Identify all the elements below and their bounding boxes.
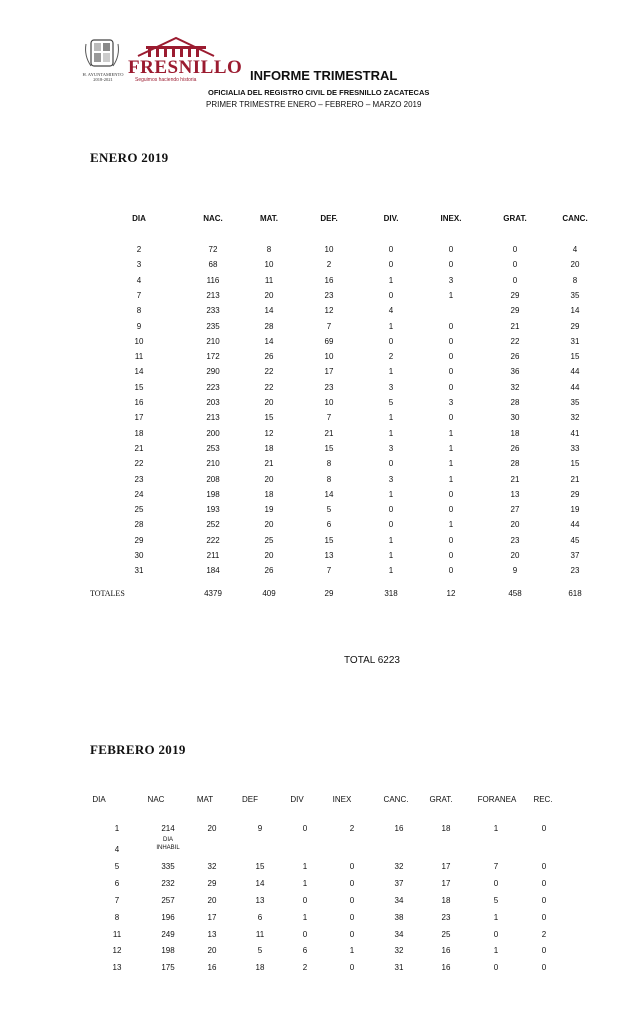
enero-table-cell: 184: [206, 566, 220, 576]
enero-table-cell: 0: [448, 336, 454, 346]
enero-table-cell: 1: [388, 551, 394, 560]
enero-table-cell: 18: [264, 489, 274, 499]
enero-table-cell: 20: [264, 551, 274, 560]
enero-table-cell: 3: [388, 443, 394, 453]
enero-table-cell: 0: [448, 566, 454, 576]
febrero-table-cell: 175: [161, 963, 175, 972]
febrero-table-cell: 257: [161, 896, 175, 905]
enero-table-cell: 30: [134, 551, 144, 560]
enero-table-cell: 4: [572, 245, 578, 254]
febrero-table-cell: 12: [112, 946, 122, 955]
febrero-table-cell: 17: [207, 913, 217, 922]
enero-table-cell: 37: [570, 551, 580, 560]
enero-table-cell: 28: [134, 520, 144, 530]
enero-table-cell: 22: [510, 336, 520, 346]
enero-total-cell: 458: [508, 589, 522, 598]
logo-wordmark: FRESNILLO: [128, 57, 243, 78]
febrero-table-cell: 335: [161, 862, 175, 871]
enero-table-cell: 22: [264, 382, 274, 392]
febrero-table-cell: 32: [394, 946, 404, 955]
febrero-table-cell: 7: [493, 862, 499, 871]
enero-table-cell: 26: [510, 443, 520, 453]
enero-table-cell: 15: [570, 352, 580, 362]
febrero-table-cell: 2: [541, 930, 547, 939]
enero-table-cell: 253: [206, 443, 220, 453]
enero-table-cell: 10: [324, 398, 334, 407]
enero-table-cell: 1: [448, 520, 454, 530]
febrero-table-cell: 0: [302, 824, 308, 833]
enero-table-cell: 8: [266, 245, 272, 254]
enero-table-cell: 0: [512, 245, 518, 254]
febrero-table-cell: 0: [302, 930, 308, 939]
febrero-table-cell: 0: [349, 913, 355, 922]
febrero-table-cell: 249: [161, 930, 175, 939]
enero-table-cell: 0: [448, 260, 454, 270]
enero-table-cell: 44: [570, 367, 580, 377]
enero-table-cell: 22: [264, 367, 274, 377]
enero-table-cell: 213: [206, 290, 220, 300]
enero-table-cell: 1: [448, 443, 454, 453]
enero-table-cell: 31: [134, 566, 144, 576]
enero-table-cell: 1: [388, 428, 394, 438]
enero-table-cell: 0: [448, 413, 454, 423]
febrero-table-cell: 0: [493, 879, 499, 888]
enero-table-cell: 14: [134, 367, 144, 377]
febrero-table-cell: 0: [349, 930, 355, 939]
febrero-table-cell: 8: [114, 913, 120, 922]
enero-table-cell: 3: [448, 398, 454, 407]
enero-table-cell: 21: [264, 459, 274, 469]
enero-table-cell: 5: [388, 398, 394, 407]
enero-table-cell: 222: [206, 535, 220, 545]
enero-table-cell: 20: [264, 520, 274, 530]
enero-table-cell: 18: [510, 428, 520, 438]
enero-table-cell: 17: [324, 367, 334, 377]
febrero-table-cell: 0: [541, 946, 547, 955]
enero-table-cell: 0: [448, 505, 454, 515]
enero-table-cell: 33: [570, 443, 580, 453]
enero-table-cell: 0: [388, 336, 394, 346]
seal-caption: H. AYUNTAMIENTO 2018-2021: [82, 72, 124, 82]
febrero-table-cell: 16: [207, 963, 217, 972]
enero-total-cell: 29: [324, 589, 334, 598]
febrero-table-cell: 2: [302, 963, 308, 972]
enero-table-cell: 26: [264, 566, 274, 576]
enero-table-cell: 29: [570, 321, 580, 331]
enero-table-cell: 11: [134, 352, 144, 362]
enero-table-cell: 2: [326, 260, 332, 270]
febrero-column-header: MAT: [196, 795, 214, 804]
febrero-table-cell: 13: [207, 930, 217, 939]
enero-table-cell: 24: [134, 489, 144, 499]
period-subtitle: PRIMER TRIMESTRE ENERO – FEBRERO – MARZO 2019: [206, 100, 422, 109]
enero-table-cell: 4: [388, 306, 394, 316]
enero-table-cell: 233: [206, 306, 220, 316]
febrero-inhabil-note: DIA INHABIL: [156, 837, 180, 851]
enero-table-cell: 0: [448, 321, 454, 331]
enero-table-cell: 5: [326, 505, 332, 515]
febrero-section-title: FEBRERO 2019: [90, 742, 186, 757]
enero-table-cell: 116: [206, 275, 220, 285]
enero-table-cell: 15: [324, 535, 334, 545]
enero-table-cell: 2: [136, 245, 142, 254]
enero-table-cell: 1: [388, 321, 394, 331]
febrero-table-cell: 0: [349, 862, 355, 871]
enero-table-cell: 9: [512, 566, 518, 576]
enero-table-cell: 1: [448, 474, 454, 484]
enero-table-cell: 3: [388, 382, 394, 392]
enero-table-cell: 23: [134, 474, 144, 484]
enero-grand-total: TOTAL 6223: [344, 655, 400, 666]
enero-table-cell: 211: [206, 551, 220, 560]
enero-total-cell: 618: [568, 589, 582, 598]
enero-table-cell: 26: [510, 352, 520, 362]
enero-table-cell: 20: [264, 474, 274, 484]
febrero-column-header: FORANEA: [477, 795, 517, 804]
enero-table-cell: 32: [510, 382, 520, 392]
febrero-table-cell: 20: [207, 946, 217, 955]
enero-totals-label: TOTALES: [90, 589, 125, 598]
enero-table-cell: 18: [134, 428, 144, 438]
enero-table-cell: 1: [388, 566, 394, 576]
enero-table-cell: 45: [570, 535, 580, 545]
enero-table-cell: 12: [324, 306, 334, 316]
enero-table-cell: 14: [264, 306, 274, 316]
enero-table-cell: 3: [448, 275, 454, 285]
enero-table-cell: 172: [206, 352, 220, 362]
febrero-table-cell: 25: [441, 930, 451, 939]
febrero-table-cell: 23: [441, 913, 451, 922]
enero-column-header: NAC.: [203, 214, 223, 223]
enero-table-cell: 29: [134, 535, 144, 545]
enero-table-cell: 30: [510, 413, 520, 423]
enero-table-cell: 0: [388, 260, 394, 270]
enero-table-cell: 14: [324, 489, 334, 499]
febrero-column-header: INEX: [332, 795, 352, 804]
enero-table-cell: 28: [510, 398, 520, 407]
enero-table-cell: 1: [448, 428, 454, 438]
enero-table-cell: 44: [570, 520, 580, 530]
febrero-column-header: GRAT.: [429, 795, 453, 804]
enero-table-cell: 8: [572, 275, 578, 285]
enero-column-header: CANC.: [562, 214, 588, 223]
enero-table-cell: 27: [510, 505, 520, 515]
enero-table-cell: 28: [264, 321, 274, 331]
enero-table-cell: 20: [570, 260, 580, 270]
enero-table-cell: 23: [570, 566, 580, 576]
febrero-table-cell: 7: [114, 896, 120, 905]
enero-table-cell: 29: [510, 290, 520, 300]
enero-table-cell: 44: [570, 382, 580, 392]
enero-table-cell: 210: [206, 459, 220, 469]
febrero-table-cell: 32: [207, 862, 217, 871]
febrero-table-cell: 29: [207, 879, 217, 888]
enero-table-cell: 3: [136, 260, 142, 270]
enero-table-cell: 0: [388, 505, 394, 515]
febrero-table-cell: 198: [161, 946, 175, 955]
enero-table-cell: 15: [570, 459, 580, 469]
febrero-table-cell: 0: [349, 879, 355, 888]
enero-table-cell: 1: [388, 367, 394, 377]
febrero-table-cell: 1: [302, 862, 308, 871]
enero-table-cell: 22: [134, 459, 144, 469]
febrero-table-cell: 20: [207, 896, 217, 905]
febrero-table-cell: 1: [493, 913, 499, 922]
febrero-table-cell: 18: [441, 896, 451, 905]
enero-table-cell: 16: [324, 275, 334, 285]
enero-table-cell: 0: [388, 459, 394, 469]
enero-table-cell: 6: [326, 520, 332, 530]
enero-table-cell: 2: [388, 352, 394, 362]
febrero-table-cell: 18: [255, 963, 265, 972]
enero-table-cell: 8: [136, 306, 142, 316]
enero-table-cell: 21: [324, 428, 334, 438]
febrero-table-cell: 0: [302, 896, 308, 905]
enero-table-cell: 0: [448, 551, 454, 560]
enero-table-cell: 10: [324, 352, 334, 362]
enero-table-cell: 11: [264, 275, 274, 285]
enero-table-cell: 7: [326, 413, 332, 423]
enero-table-cell: 20: [510, 551, 520, 560]
enero-table-cell: 21: [134, 443, 144, 453]
office-subtitle: OFICIALIA DEL REGISTRO CIVIL DE FRESNILLO ZACATECAS: [208, 88, 430, 97]
enero-table-cell: 35: [570, 398, 580, 407]
enero-table-cell: 7: [326, 321, 332, 331]
enero-table-cell: 1: [388, 535, 394, 545]
febrero-table-cell: 34: [394, 930, 404, 939]
febrero-table-cell: 0: [493, 963, 499, 972]
enero-table-cell: 19: [264, 505, 274, 515]
febrero-column-header: DEF: [242, 795, 258, 804]
enero-table-cell: 0: [388, 520, 394, 530]
enero-column-header: DIV.: [383, 214, 399, 223]
enero-table-cell: 200: [206, 428, 220, 438]
enero-table-cell: 15: [134, 382, 144, 392]
report-title: INFORME TRIMESTRAL: [250, 68, 398, 83]
enero-table-cell: 213: [206, 413, 220, 423]
febrero-table-cell: 1: [302, 913, 308, 922]
febrero-column-header: NAC: [147, 795, 165, 804]
enero-table-cell: 0: [448, 535, 454, 545]
enero-table-cell: 7: [136, 290, 142, 300]
febrero-table-cell: 196: [161, 913, 175, 922]
enero-table-cell: 72: [208, 245, 218, 254]
febrero-table-cell: 32: [394, 862, 404, 871]
enero-table-cell: 0: [448, 489, 454, 499]
febrero-column-header: DIV: [290, 795, 304, 804]
enero-table-cell: 252: [206, 520, 220, 530]
logo-slogan: Seguimos haciendo historia: [135, 77, 197, 83]
febrero-table-cell: 214: [161, 824, 175, 833]
febrero-table-cell: 0: [541, 824, 547, 833]
enero-table-cell: 32: [570, 413, 580, 423]
febrero-table-cell: 9: [257, 824, 263, 833]
enero-table-cell: 14: [264, 336, 274, 346]
enero-table-cell: 4: [136, 275, 142, 285]
febrero-table-cell: 6: [302, 946, 308, 955]
enero-table-cell: 25: [264, 535, 274, 545]
febrero-table-cell: 0: [541, 862, 547, 871]
febrero-table-cell: 4: [114, 845, 120, 854]
enero-table-cell: 21: [510, 474, 520, 484]
febrero-table-cell: 0: [493, 930, 499, 939]
enero-column-header: DEF.: [320, 214, 338, 223]
enero-table-cell: 1: [388, 489, 394, 499]
enero-column-header: MAT.: [259, 214, 279, 223]
febrero-table-cell: 2: [349, 824, 355, 833]
enero-table-cell: 1: [388, 275, 394, 285]
febrero-table-cell: 13: [255, 896, 265, 905]
enero-table-cell: 21: [510, 321, 520, 331]
febrero-table-cell: 5: [493, 896, 499, 905]
enero-table-cell: 208: [206, 474, 220, 484]
enero-table-cell: 0: [512, 260, 518, 270]
febrero-table-cell: 0: [541, 879, 547, 888]
febrero-table-cell: 232: [161, 879, 175, 888]
enero-column-header: GRAT.: [503, 214, 527, 223]
enero-total-cell: 318: [384, 589, 398, 598]
enero-column-header: DIA: [132, 214, 146, 223]
enero-table-cell: 210: [206, 336, 220, 346]
enero-table-cell: 21: [570, 474, 580, 484]
enero-table-cell: 16: [134, 398, 144, 407]
febrero-table-cell: 13: [112, 963, 122, 972]
febrero-table-cell: 38: [394, 913, 404, 922]
febrero-table-cell: 16: [394, 824, 404, 833]
febrero-table-cell: 37: [394, 879, 404, 888]
febrero-table-cell: 11: [112, 930, 122, 939]
febrero-table-cell: 5: [257, 946, 263, 955]
enero-table-cell: 26: [264, 352, 274, 362]
enero-table-cell: 23: [324, 290, 334, 300]
enero-table-cell: 29: [510, 306, 520, 316]
enero-total-cell: 409: [262, 589, 276, 598]
enero-table-cell: 0: [388, 245, 394, 254]
enero-table-cell: 0: [448, 245, 454, 254]
enero-table-cell: 7: [326, 566, 332, 576]
enero-table-cell: 203: [206, 398, 220, 407]
enero-table-cell: 223: [206, 382, 220, 392]
enero-table-cell: 29: [570, 489, 580, 499]
enero-table-cell: 13: [510, 489, 520, 499]
febrero-table-cell: 15: [255, 862, 265, 871]
febrero-table-cell: 6: [114, 879, 120, 888]
febrero-table-cell: 0: [541, 913, 547, 922]
febrero-table-cell: 0: [349, 896, 355, 905]
febrero-table-cell: 0: [541, 896, 547, 905]
febrero-table-cell: 1: [302, 879, 308, 888]
enero-table-cell: 193: [206, 505, 220, 515]
enero-table-cell: 23: [510, 535, 520, 545]
febrero-table-cell: 0: [349, 963, 355, 972]
enero-table-cell: 290: [206, 367, 220, 377]
febrero-column-header: CANC.: [383, 795, 409, 804]
enero-table-cell: 0: [448, 367, 454, 377]
febrero-table-cell: 6: [257, 913, 263, 922]
enero-table-cell: 0: [448, 382, 454, 392]
enero-table-cell: 25: [134, 505, 144, 515]
febrero-column-header: REC.: [533, 795, 553, 804]
enero-table-cell: 1: [388, 413, 394, 423]
febrero-table-cell: 0: [541, 963, 547, 972]
enero-table-cell: 28: [510, 459, 520, 469]
enero-total-cell: 4379: [204, 589, 222, 598]
febrero-table-cell: 1: [493, 824, 499, 833]
febrero-table-cell: 18: [441, 824, 451, 833]
enero-table-cell: 13: [324, 551, 334, 560]
enero-table-cell: 20: [264, 398, 274, 407]
enero-table-cell: 0: [448, 352, 454, 362]
enero-table-cell: 0: [388, 290, 394, 300]
febrero-table-cell: 11: [255, 930, 265, 939]
enero-table-cell: 1: [448, 290, 454, 300]
enero-table-cell: 235: [206, 321, 220, 331]
enero-table-cell: 10: [134, 336, 144, 346]
coat-of-arms-seal: [83, 38, 121, 72]
enero-table-cell: 12: [264, 428, 274, 438]
febrero-table-cell: 20: [207, 824, 217, 833]
febrero-table-cell: 14: [255, 879, 265, 888]
enero-table-cell: 35: [570, 290, 580, 300]
enero-table-cell: 17: [134, 413, 144, 423]
enero-table-cell: 31: [570, 336, 580, 346]
enero-section-title: ENERO 2019: [90, 150, 169, 165]
enero-table-cell: 18: [264, 443, 274, 453]
enero-table-cell: 8: [326, 474, 332, 484]
enero-table-cell: 0: [512, 275, 518, 285]
febrero-table-cell: 16: [441, 946, 451, 955]
febrero-table-cell: 17: [441, 862, 451, 871]
enero-table-cell: 69: [324, 336, 334, 346]
enero-total-cell: 12: [446, 589, 456, 598]
enero-table-cell: 3: [388, 474, 394, 484]
enero-table-cell: 10: [264, 260, 274, 270]
febrero-table-cell: 1: [493, 946, 499, 955]
enero-table-cell: 9: [136, 321, 142, 331]
enero-table-cell: 15: [264, 413, 274, 423]
enero-table-cell: 68: [208, 260, 218, 270]
febrero-table-cell: 1: [114, 824, 120, 833]
enero-table-cell: 19: [570, 505, 580, 515]
febrero-column-header: DIA: [92, 795, 106, 804]
enero-table-cell: 15: [324, 443, 334, 453]
enero-table-cell: 10: [324, 245, 334, 254]
enero-table-cell: 23: [324, 382, 334, 392]
febrero-table-cell: 1: [349, 946, 355, 955]
enero-table-cell: 1: [448, 459, 454, 469]
febrero-table-cell: 5: [114, 862, 120, 871]
febrero-table-cell: 31: [394, 963, 404, 972]
enero-table-cell: 8: [326, 459, 332, 469]
enero-column-header: INEX.: [440, 214, 462, 223]
febrero-table-cell: 17: [441, 879, 451, 888]
enero-table-cell: 14: [570, 306, 580, 316]
febrero-table-cell: 16: [441, 963, 451, 972]
enero-table-cell: 36: [510, 367, 520, 377]
enero-table-cell: 20: [264, 290, 274, 300]
enero-table-cell: 198: [206, 489, 220, 499]
febrero-table-cell: 34: [394, 896, 404, 905]
enero-table-cell: 20: [510, 520, 520, 530]
enero-table-cell: 41: [570, 428, 580, 438]
